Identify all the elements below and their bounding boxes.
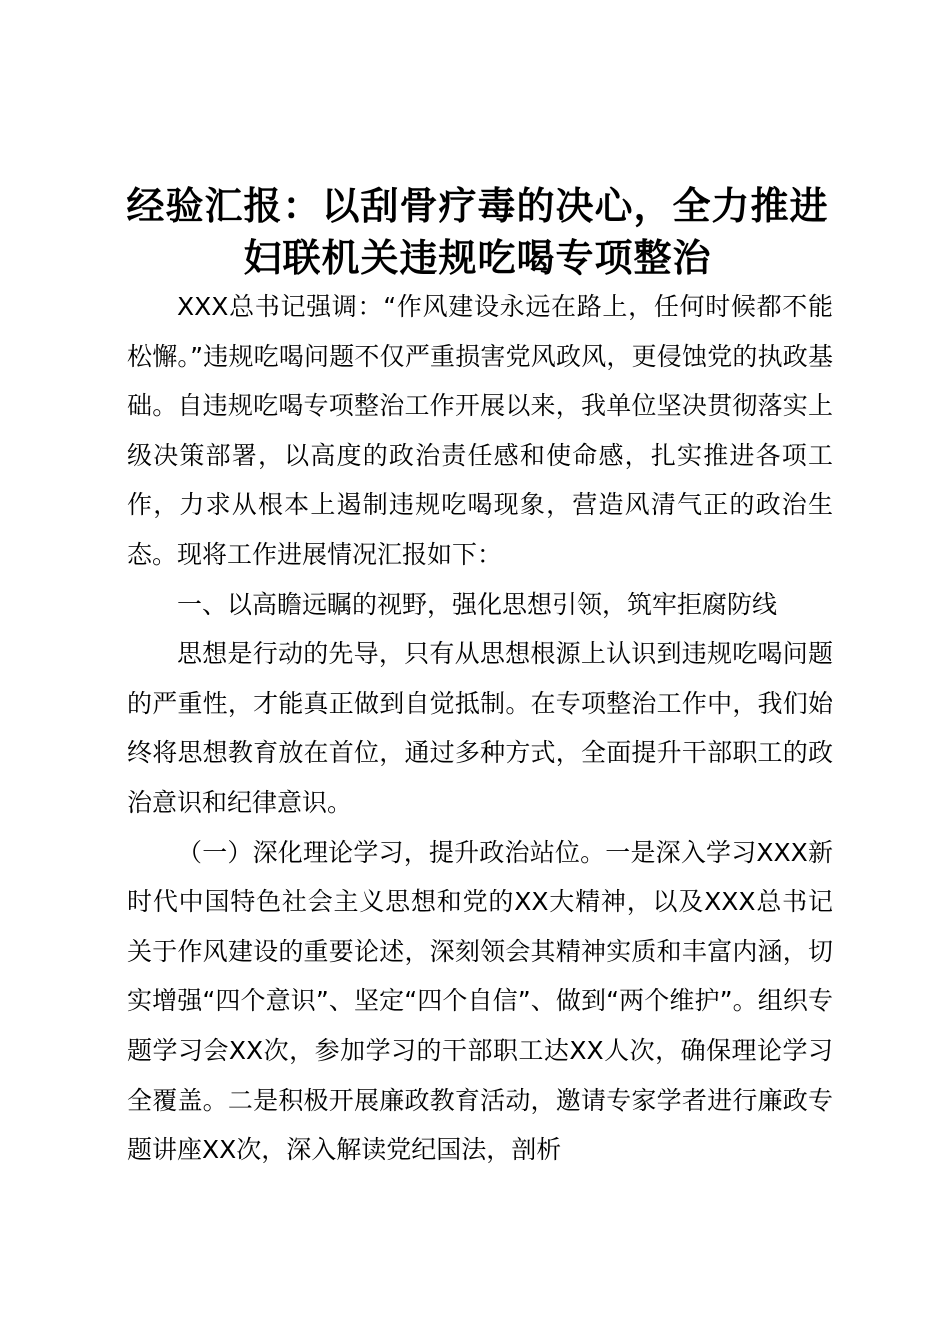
subsection-1-paragraph: （一）深化理论学习，提升政治站位。一是深入学习XXX新时代中国特色社会主义思想和党的XX大精神，以及XXX总书记关于作风建设的重要论述，深刻领会其精神实质和丰富内涵，切实增强“四个意识”、坚定“四个自信”、做到“两个维护”。组织专题学习会XX次，参加学习的干部职工达XX人次，确保理论学习全覆盖。二是积极开展廉政教育活动，邀请专家学者进行廉政专题讲座XX次，深入解读党纪国法，剖析 [127, 837, 833, 1165]
section-heading-1: 一、以高瞻远瞩的视野，强化思想引领，筑牢拒腐防线 [177, 589, 778, 619]
document-title: 经验汇报：以刮骨疗毒的决心，全力推进妇联机关违规吃喝专项整治 [126, 183, 829, 280]
document-body [127, 282, 833, 1175]
intro-paragraph: XXX总书记强调：“作风建设永远在路上，任何时候都不能松懈。”违规吃喝问题不仅严重损害党风政风，更侵蚀党的执政基础。自违规吃喝专项整治工作开展以来，我单位坚决贯彻落实上级决策部署，以高度的政治责任感和使命感，扎实推进各项工作，力求从根本上遏制违规吃喝现象，营造风清气正的政治生态。现将工作进展情况汇报如下： [127, 292, 833, 569]
section-1-paragraph: 思想是行动的先导，只有从思想根源上认识到违规吃喝问题的严重性，才能真正做到自觉抵制。在专项整治工作中，我们始终将思想教育放在首位，通过多种方式，全面提升干部职工的政治意识和纪律意识。 [127, 639, 833, 817]
